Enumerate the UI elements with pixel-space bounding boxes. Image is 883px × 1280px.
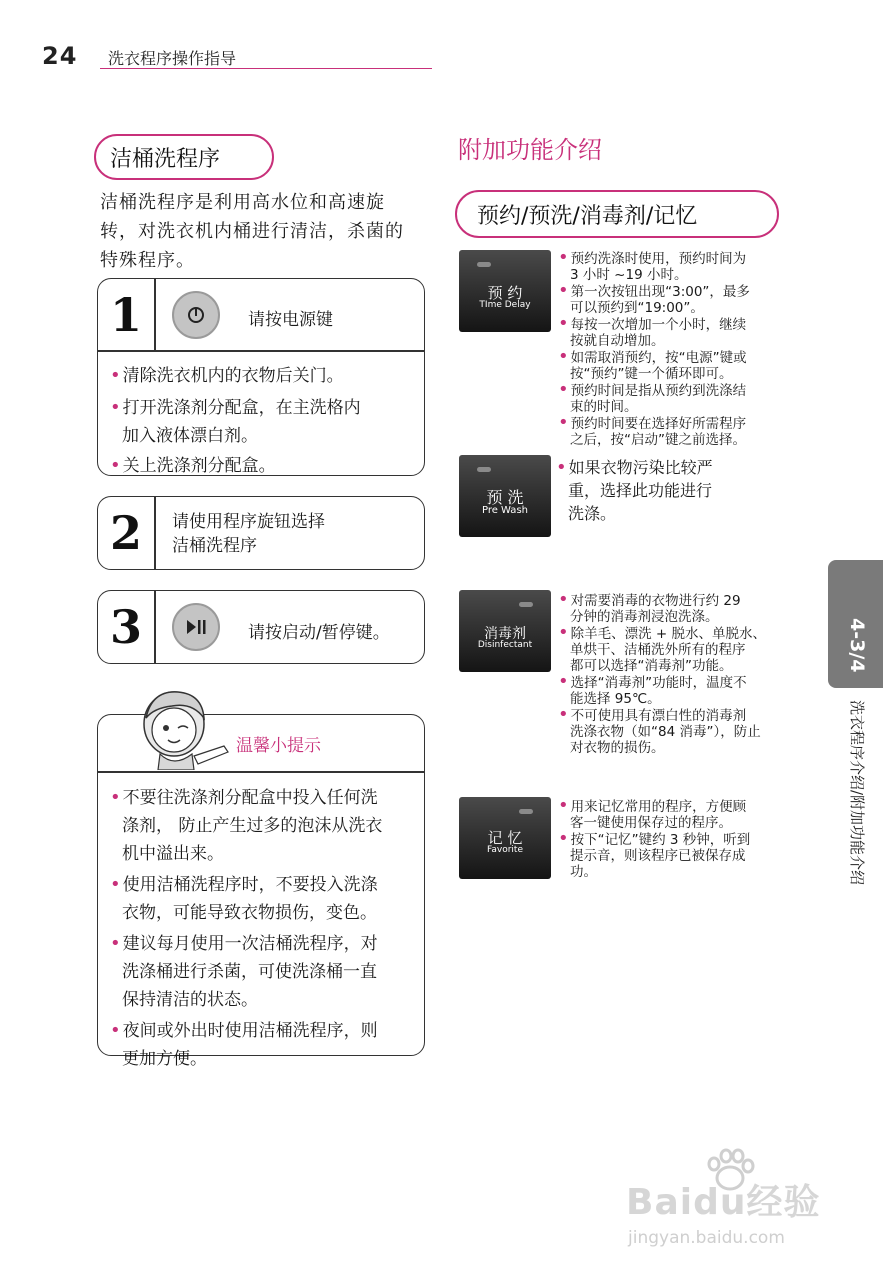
- list-item: • 使用洁桶洗程序时，不要投入洗涤: [110, 874, 378, 895]
- list-item: • 除羊毛、漂洗 + 脱水、单脱水、: [558, 622, 767, 643]
- step-3-number: 3: [109, 600, 142, 654]
- bullet-dot: •: [110, 787, 121, 808]
- step-1-rule: [98, 350, 424, 352]
- bullet-dot: •: [558, 589, 569, 610]
- button-label-cn: 预 洗: [486, 488, 524, 507]
- list-item: 对衣物的损伤。: [570, 740, 665, 756]
- power-icon: [184, 303, 208, 327]
- list-item: 都可以选择“消毒剂”功能。: [570, 658, 733, 674]
- bullet-dot: •: [110, 397, 121, 418]
- start-pause-button[interactable]: [172, 603, 220, 651]
- step-1-label: 请按电源键: [248, 310, 333, 330]
- list-item: • 夜间或外出时使用洁桶洗程序，则: [110, 1020, 378, 1041]
- list-item: • 选择“消毒剂”功能时，温度不: [558, 671, 747, 692]
- list-item: • 清除洗衣机内的衣物后关门。: [110, 365, 344, 386]
- indicator-led: [477, 467, 491, 472]
- list-item: 机中溢出来。: [122, 844, 224, 864]
- list-item: • 用来记忆常用的程序，方便顾: [558, 795, 747, 816]
- subtitle-pill: [455, 190, 779, 238]
- list-item: 单烘干、洁桶洗外所有的程序: [570, 642, 746, 658]
- right-section-title: 附加功能介绍: [458, 136, 602, 164]
- section-side-tab: [828, 560, 883, 688]
- list-item: 涤剂， 防止产生过多的泡沫从洗衣: [122, 816, 383, 836]
- bullet-dot: •: [110, 455, 121, 476]
- list-item: 能选择 95℃。: [570, 691, 661, 707]
- list-item: • 关上洗涤剂分配盒。: [110, 455, 276, 476]
- bullet-dot: •: [558, 795, 569, 816]
- tips-bullets: [110, 784, 420, 1073]
- bullet-dot: •: [558, 346, 569, 367]
- button-label-en: Disinfectant: [477, 640, 533, 650]
- disinfectant-button[interactable]: [459, 590, 551, 672]
- bullet-dot: •: [110, 1020, 121, 1041]
- intro-line: 转，对洗衣机内桶进行清洁，杀菌的: [100, 221, 404, 242]
- page-number: 24: [42, 42, 78, 70]
- list-item: 重，选择此功能进行: [568, 481, 713, 500]
- bullet-dot: •: [110, 933, 121, 954]
- list-item: • 按下“记忆”键约 3 秒钟，听到: [558, 828, 751, 849]
- button-label-cn: 记 忆: [487, 829, 523, 847]
- time-delay-description: [558, 247, 814, 448]
- intro-line: 特殊程序。: [100, 250, 195, 271]
- list-item: 保持清洁的状态。: [122, 990, 258, 1010]
- pre-wash-button[interactable]: [459, 455, 551, 537]
- button-label-cn: 消毒剂: [484, 626, 526, 642]
- bullet-dot: •: [110, 874, 121, 895]
- tips-title: 温馨小提示: [236, 736, 321, 756]
- list-item: 更加方便。: [122, 1049, 207, 1069]
- step-1-number: 1: [109, 288, 142, 342]
- section-title-pill: [94, 134, 274, 180]
- step-3-label: 请按启动/暂停键。: [248, 623, 390, 643]
- list-item: 洗涤衣物（如“84 消毒”），防止: [570, 724, 761, 740]
- list-item: 分钟的消毒剂浸泡洗涤。: [570, 609, 719, 625]
- list-item: 3 小时 ~19 小时。: [570, 267, 688, 283]
- button-label-en: Favorite: [487, 845, 523, 855]
- list-item: 洗涤桶进行杀菌，可使洗涤桶一直: [122, 962, 377, 982]
- list-item: 提示音，则该程序已被保存成: [570, 848, 746, 864]
- list-item: • 预约时间是指从预约到洗涤结: [558, 379, 747, 400]
- play-pause-icon: [183, 615, 209, 639]
- step-2-divider: [154, 497, 156, 569]
- list-item: • 预约时间要在选择好所需程序: [558, 412, 747, 433]
- list-item: • 如果衣物污染比较严: [556, 457, 713, 478]
- indicator-led: [477, 262, 491, 267]
- step-2-number: 2: [109, 506, 142, 560]
- power-button[interactable]: [172, 291, 220, 339]
- button-label-en: Pre Wash: [481, 505, 528, 516]
- list-item: 衣物，可能导致衣物损伤，变色。: [122, 903, 377, 923]
- list-item: • 每按一次增加一个小时，继续: [558, 313, 747, 334]
- list-item: • 不可使用具有漂白性的消毒剂: [558, 704, 747, 725]
- step-1-bullets: [110, 362, 420, 480]
- bullet-dot: •: [558, 412, 569, 433]
- list-item: • 如需取消预约，按“电源”键或: [558, 346, 747, 367]
- time-delay-button[interactable]: [459, 250, 551, 332]
- bullet-dot: •: [558, 379, 569, 400]
- favorite-description: [558, 795, 814, 880]
- watermark-url: jingyan.baidu.com: [628, 1228, 785, 1248]
- list-item: 加入液体漂白剂。: [122, 426, 258, 446]
- bullet-dot: •: [558, 247, 569, 268]
- header-rule: [100, 68, 432, 69]
- list-item: 之后，按“启动”键之前选择。: [570, 432, 746, 448]
- step-2-label-line: 请使用程序旋钮选择: [172, 512, 325, 532]
- list-item: • 建议每月使用一次洁桶洗程序，对: [110, 933, 378, 954]
- watermark-brand: Baidu经验: [626, 1182, 821, 1223]
- indicator-led: [519, 809, 533, 814]
- disinfectant-description: [558, 589, 814, 756]
- step-3-divider: [154, 591, 156, 663]
- list-item: 束的时间。: [570, 399, 638, 415]
- bullet-dot: •: [558, 704, 569, 725]
- list-item: • 第一次按钮出现“3:00”，最多: [558, 280, 750, 301]
- side-tab-label: 洗衣程序介绍/附加功能介绍: [848, 700, 866, 886]
- step-1-divider: [154, 279, 156, 351]
- subtitle: 预约/预洗/消毒剂/记忆: [477, 203, 698, 229]
- list-item: • 预约洗涤时使用，预约时间为: [558, 247, 747, 268]
- step-2-label-line: 洁桶洗程序: [172, 536, 257, 556]
- indicator-led: [519, 602, 533, 607]
- bullet-dot: •: [558, 828, 569, 849]
- pre-wash-description: [556, 456, 766, 525]
- list-item: 客一键使用保存过的程序。: [570, 815, 732, 831]
- step-2-label: [172, 510, 325, 558]
- bullet-dot: •: [558, 280, 569, 301]
- button-label-cn: 预 约: [487, 284, 523, 302]
- list-item: 可以预约到“19:00”。: [570, 300, 704, 316]
- tips-rule: [98, 771, 424, 773]
- bullet-dot: •: [556, 457, 567, 478]
- bullet-dot: •: [558, 313, 569, 334]
- favorite-button[interactable]: [459, 797, 551, 879]
- bullet-dot: •: [558, 671, 569, 692]
- bullet-dot: •: [110, 365, 121, 386]
- list-item: 功。: [570, 864, 597, 880]
- list-item: • 打开洗涤剂分配盒，在主洗格内: [110, 397, 361, 418]
- list-item: • 对需要消毒的衣物进行约 29: [558, 589, 741, 610]
- list-item: 按“预约”键一个循环即可。: [570, 366, 733, 382]
- mascot-girl-illustration: [132, 684, 232, 770]
- list-item: • 不要往洗涤剂分配盒中投入任何洗: [110, 787, 378, 808]
- header-title: 洗衣程序操作指导: [108, 49, 237, 68]
- list-item: 洗涤。: [568, 504, 617, 523]
- intro-line: 洁桶洗程序是利用高水位和高速旋: [100, 192, 385, 213]
- intro-paragraph: [100, 188, 430, 275]
- list-item: 按就自动增加。: [570, 333, 665, 349]
- side-tab-section: 4-3/4: [846, 618, 868, 673]
- button-label-en: TIme Delay: [479, 300, 531, 310]
- section-title: 洁桶洗程序: [110, 146, 221, 172]
- bullet-dot: •: [558, 622, 569, 643]
